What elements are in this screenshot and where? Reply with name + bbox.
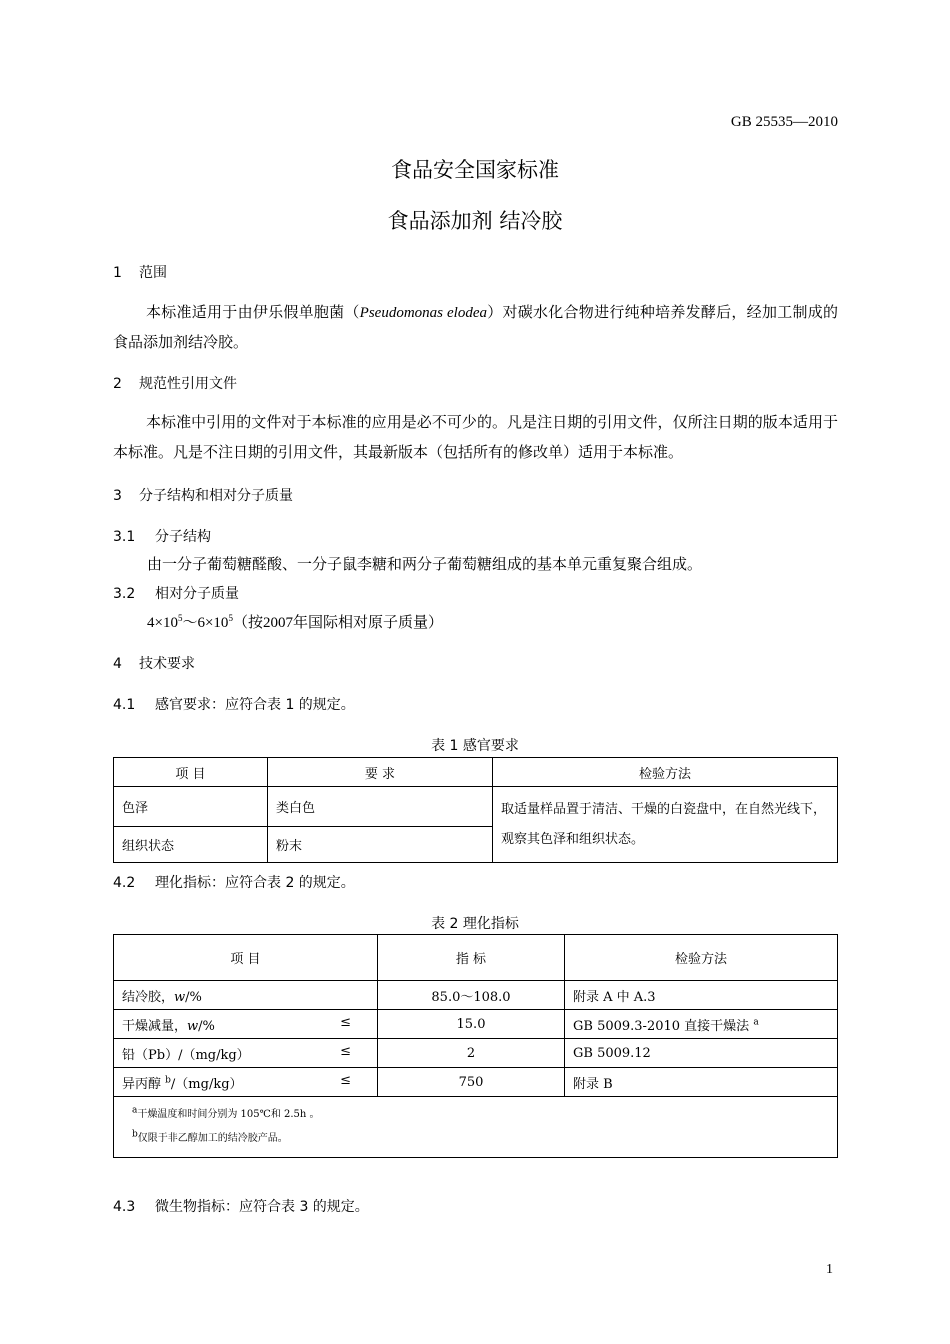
cell-method bbox=[565, 1010, 838, 1039]
text: GB 5009.3-2010 直接干燥法 bbox=[573, 1018, 750, 1034]
section-number: 3.2 bbox=[113, 586, 136, 602]
text: 结冷胶， bbox=[122, 989, 175, 1005]
section-number: 4.3 bbox=[113, 1199, 136, 1215]
cell-method: 附录 A 中 A.3 bbox=[565, 981, 838, 1010]
header-value: 指 标 bbox=[378, 935, 565, 981]
section-3-2-heading bbox=[113, 583, 239, 603]
note-b bbox=[132, 1127, 819, 1151]
section-title: 分子结构和相对分子质量 bbox=[139, 488, 293, 504]
cell-method: 附录 B bbox=[565, 1068, 838, 1097]
cell-item: 组织状态 bbox=[114, 827, 268, 863]
header-method: 检验方法 bbox=[493, 758, 838, 787]
cell-requirement: 类白色 bbox=[268, 787, 493, 827]
text: 铅（Pb）/（mg/kg） bbox=[122, 1047, 250, 1063]
cell-value: 2 bbox=[378, 1039, 565, 1068]
table-header-row bbox=[114, 935, 838, 981]
section-3-1-heading bbox=[113, 526, 211, 546]
footnote-mark: b bbox=[132, 1129, 138, 1140]
cell-item bbox=[114, 1010, 378, 1039]
cell-value: 750 bbox=[378, 1068, 565, 1097]
section-title: 技术要求 bbox=[139, 656, 195, 672]
page-number: 1 bbox=[826, 1262, 833, 1277]
section-title: 分子结构 bbox=[155, 529, 211, 545]
text: 仅限于非乙醇加工的结冷胶产品。 bbox=[137, 1133, 288, 1144]
table-notes bbox=[114, 1097, 838, 1158]
section-3-1-text: 由一分子葡萄糖醛酸、一分子鼠李糖和两分子葡萄糖组成的基本单元重复聚合组成。 bbox=[147, 557, 703, 573]
cell-value: 15.0 bbox=[378, 1010, 565, 1039]
header-item: 项 目 bbox=[114, 758, 268, 787]
section-number: 4.2 bbox=[113, 875, 136, 891]
section-title: 范围 bbox=[139, 265, 167, 281]
text: /（mg/kg） bbox=[170, 1076, 243, 1092]
text: （按2007年国际相对原子质量） bbox=[232, 615, 443, 631]
section-1-heading bbox=[113, 262, 167, 282]
table-2 bbox=[113, 934, 838, 1158]
page-title: 食品安全国家标准 bbox=[391, 158, 559, 182]
section-number: 3.1 bbox=[113, 529, 136, 545]
header-method: 检验方法 bbox=[565, 935, 838, 981]
section-title: 感官要求：应符合表 1 的规定。 bbox=[155, 697, 355, 713]
text: 干燥温度和时间分别为 105℃和 2.5h 。 bbox=[137, 1109, 320, 1120]
header-requirement: 要 求 bbox=[268, 758, 493, 787]
table-row bbox=[114, 1068, 838, 1097]
note-a bbox=[132, 1103, 819, 1127]
text: 本标准适用于由伊乐假单胞菌（ bbox=[146, 305, 360, 321]
footnote-mark: b bbox=[165, 1075, 171, 1086]
table-row bbox=[114, 787, 838, 827]
section-title: 理化指标：应符合表 2 的规定。 bbox=[155, 875, 355, 891]
text: ～6×10 bbox=[182, 615, 229, 631]
section-3-heading bbox=[113, 485, 293, 505]
cell-item bbox=[114, 1068, 378, 1097]
cell-value: 85.0～108.0 bbox=[378, 981, 565, 1010]
footnote-mark: a bbox=[132, 1105, 138, 1116]
section-title: 规范性引用文件 bbox=[139, 376, 237, 392]
species-name: Pseudomonas elodea bbox=[359, 305, 487, 321]
section-number: 4.1 bbox=[113, 697, 136, 713]
section-number: 2 bbox=[113, 376, 122, 392]
text: 异丙醇 bbox=[122, 1076, 162, 1092]
section-number: 4 bbox=[113, 656, 122, 672]
text: 干燥减量， bbox=[122, 1018, 188, 1034]
section-3-2-text bbox=[147, 611, 443, 632]
footnote-mark: a bbox=[753, 1017, 759, 1028]
section-number: 3 bbox=[113, 488, 122, 504]
cell-requirement: 粉末 bbox=[268, 827, 493, 863]
section-title: 微生物指标：应符合表 3 的规定。 bbox=[155, 1199, 369, 1215]
section-4-1-heading bbox=[113, 694, 355, 714]
text: ）对碳水化合物进行纯种培养发酵后，经加工制成的食品添加剂结冷胶。 bbox=[113, 305, 838, 351]
text: w bbox=[174, 989, 186, 1005]
text: w bbox=[187, 1018, 199, 1034]
table-1-caption: 表 1 感官要求 bbox=[431, 738, 519, 754]
section-4-3-heading bbox=[113, 1196, 369, 1216]
table-row bbox=[114, 981, 838, 1010]
section-2-heading bbox=[113, 373, 237, 393]
table-row bbox=[114, 1010, 838, 1039]
section-1-paragraph bbox=[113, 298, 838, 358]
table-2-caption: 表 2 理化指标 bbox=[431, 916, 519, 932]
section-4-heading bbox=[113, 653, 195, 673]
text: 4×10 bbox=[147, 615, 178, 631]
operator: ≤ bbox=[340, 1014, 351, 1030]
cell-item: 色泽 bbox=[114, 787, 268, 827]
exponent: 5 bbox=[177, 613, 183, 623]
table-row bbox=[114, 1039, 838, 1068]
standard-number: GB 25535—2010 bbox=[730, 114, 838, 130]
operator: ≤ bbox=[340, 1043, 351, 1059]
exponent: 5 bbox=[228, 613, 233, 623]
cell-method: 取适量样品置于清洁、干燥的白瓷盘中，在自然光线下，观察其色泽和组织状态。 bbox=[493, 787, 838, 863]
table-header-row bbox=[114, 758, 838, 787]
page-subtitle: 食品添加剂 结冷胶 bbox=[387, 209, 563, 233]
section-2-paragraph: 本标准中引用的文件对于本标准的应用是必不可少的。凡是注日期的引用文件，仅所注日期的版本适用于本标准。凡是不注日期的引用文件，其最新版本（包括所有的修改单）适用于本标准。 bbox=[113, 415, 838, 461]
table-1 bbox=[113, 757, 838, 863]
section-title: 相对分子质量 bbox=[155, 586, 239, 602]
cell-method: GB 5009.12 bbox=[565, 1039, 838, 1068]
section-number: 1 bbox=[113, 265, 122, 281]
operator: ≤ bbox=[340, 1072, 351, 1088]
table-notes-row bbox=[114, 1097, 838, 1158]
cell-item bbox=[114, 981, 378, 1010]
header-item: 项 目 bbox=[114, 935, 378, 981]
text: /% bbox=[198, 1018, 215, 1034]
section-4-2-heading bbox=[113, 872, 355, 892]
text: /% bbox=[185, 989, 202, 1005]
cell-item bbox=[114, 1039, 378, 1068]
